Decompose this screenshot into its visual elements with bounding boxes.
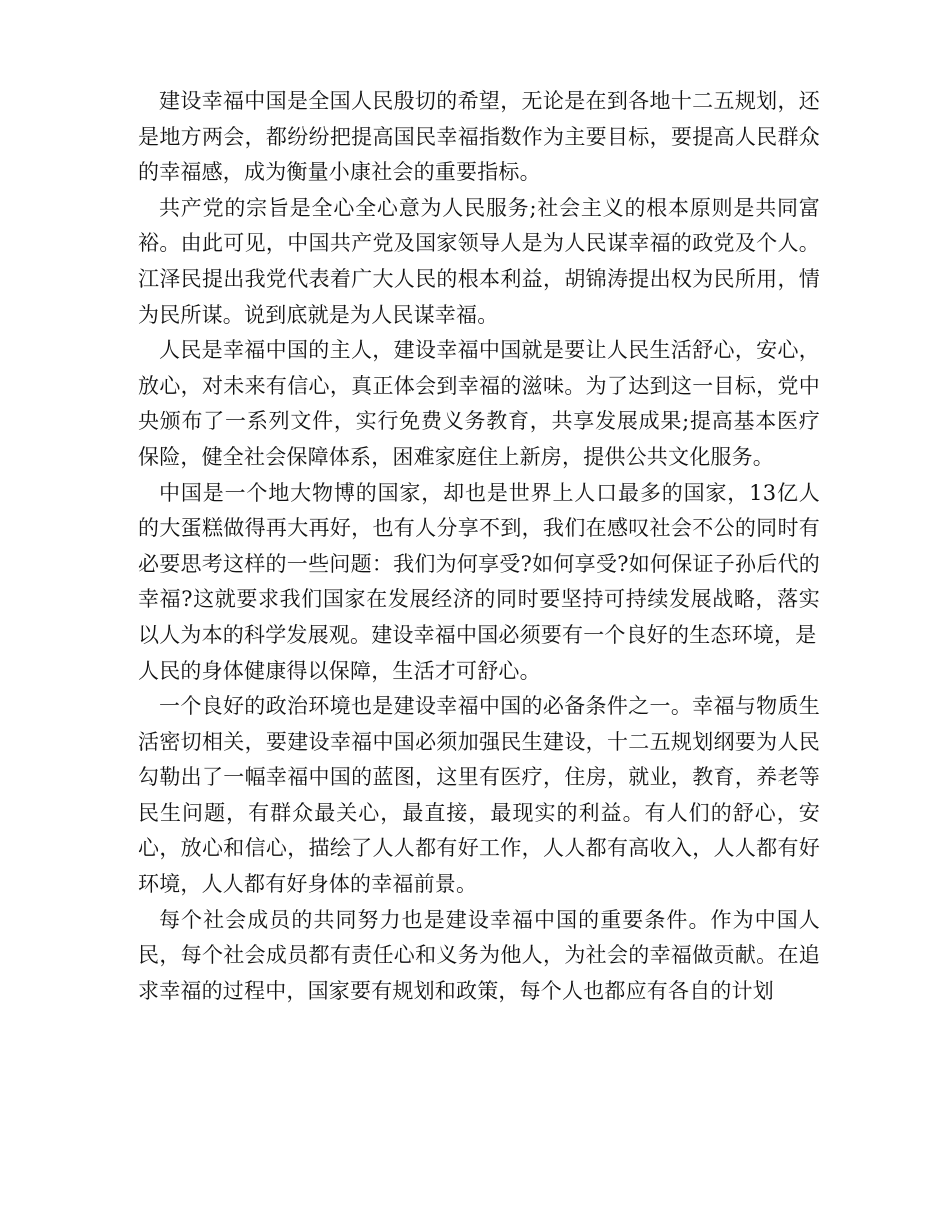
paragraph-2: 共产党的宗旨是全心全心意为人民服务;社会主义的根本原则是共同富裕。由此可见，中国共产党及国家领导人是为人民谋幸福的政党及个人。江泽民提出我党代表着广大人民的根本利益，胡锦涛提出权为民所用，情为民所谋。说到底就是为人民谋幸福。 xyxy=(138,195,820,327)
paragraph-6: 一个良好的政治环境也是建设幸福中国的必备条件之一。幸福与物质生活密切相关，要建设幸福中国必须加强民生建设，十二五规划纲要为人民勾勒出了一幅幸福中国的蓝图，这里有医疗，住房，就业，教育，养老等民生问题，有群众最关心，最直接，最现实的利益。有人们的舒心，安心，放心和信心，描绘了人人都有好工作，人人都有高收入，人人都有好环境，人人都有好身体的幸福前景。 xyxy=(138,694,820,897)
paragraph-5: 人民的身体健康得以保障，生活才可舒心。 xyxy=(138,658,541,683)
paragraph-4: 中国是一个地大物博的国家，却也是世界上人口最多的国家，13亿人的大蛋糕做得再大再好，也有人分享不到，我们在感叹社会不公的同时有必要思考这样的一些问题：我们为何享受?如何享受?如何保证子孙后代的幸福?这就要求我们国家在发展经济的同时要坚持可持续发展战略，落实以人为本的科学发展观。建设幸福中国必须要有一个良好的生态环境，是 xyxy=(138,480,820,647)
paragraph-1: 建设幸福中国是全国人民殷切的希望，无论是在到各地十二五规划，还是地方两会，都纷纷把提高国民幸福指数作为主要目标，要提高人民群众的幸福感，成为衡量小康社会的重要指标。 xyxy=(138,89,820,185)
paragraph-7: 每个社会成员的共同努力也是建设幸福中国的重要条件。作为中国人民，每个社会成员都有责任心和义务为他人，为社会的幸福做贡献。在追求幸福的过程中，国家要有规划和政策，每个人也都应有各自的计划 xyxy=(138,907,820,1003)
paragraph-3: 人民是幸福中国的主人，建设幸福中国就是要让人民生活舒心，安心，放心，对未来有信心，真正体会到幸福的滋味。为了达到这一目标，党中央颁布了一系列文件，实行免费义务教育，共享发展成果;提高基本医疗保险，健全社会保障体系，困难家庭住上新房，提供公共文化服务。 xyxy=(138,338,820,469)
